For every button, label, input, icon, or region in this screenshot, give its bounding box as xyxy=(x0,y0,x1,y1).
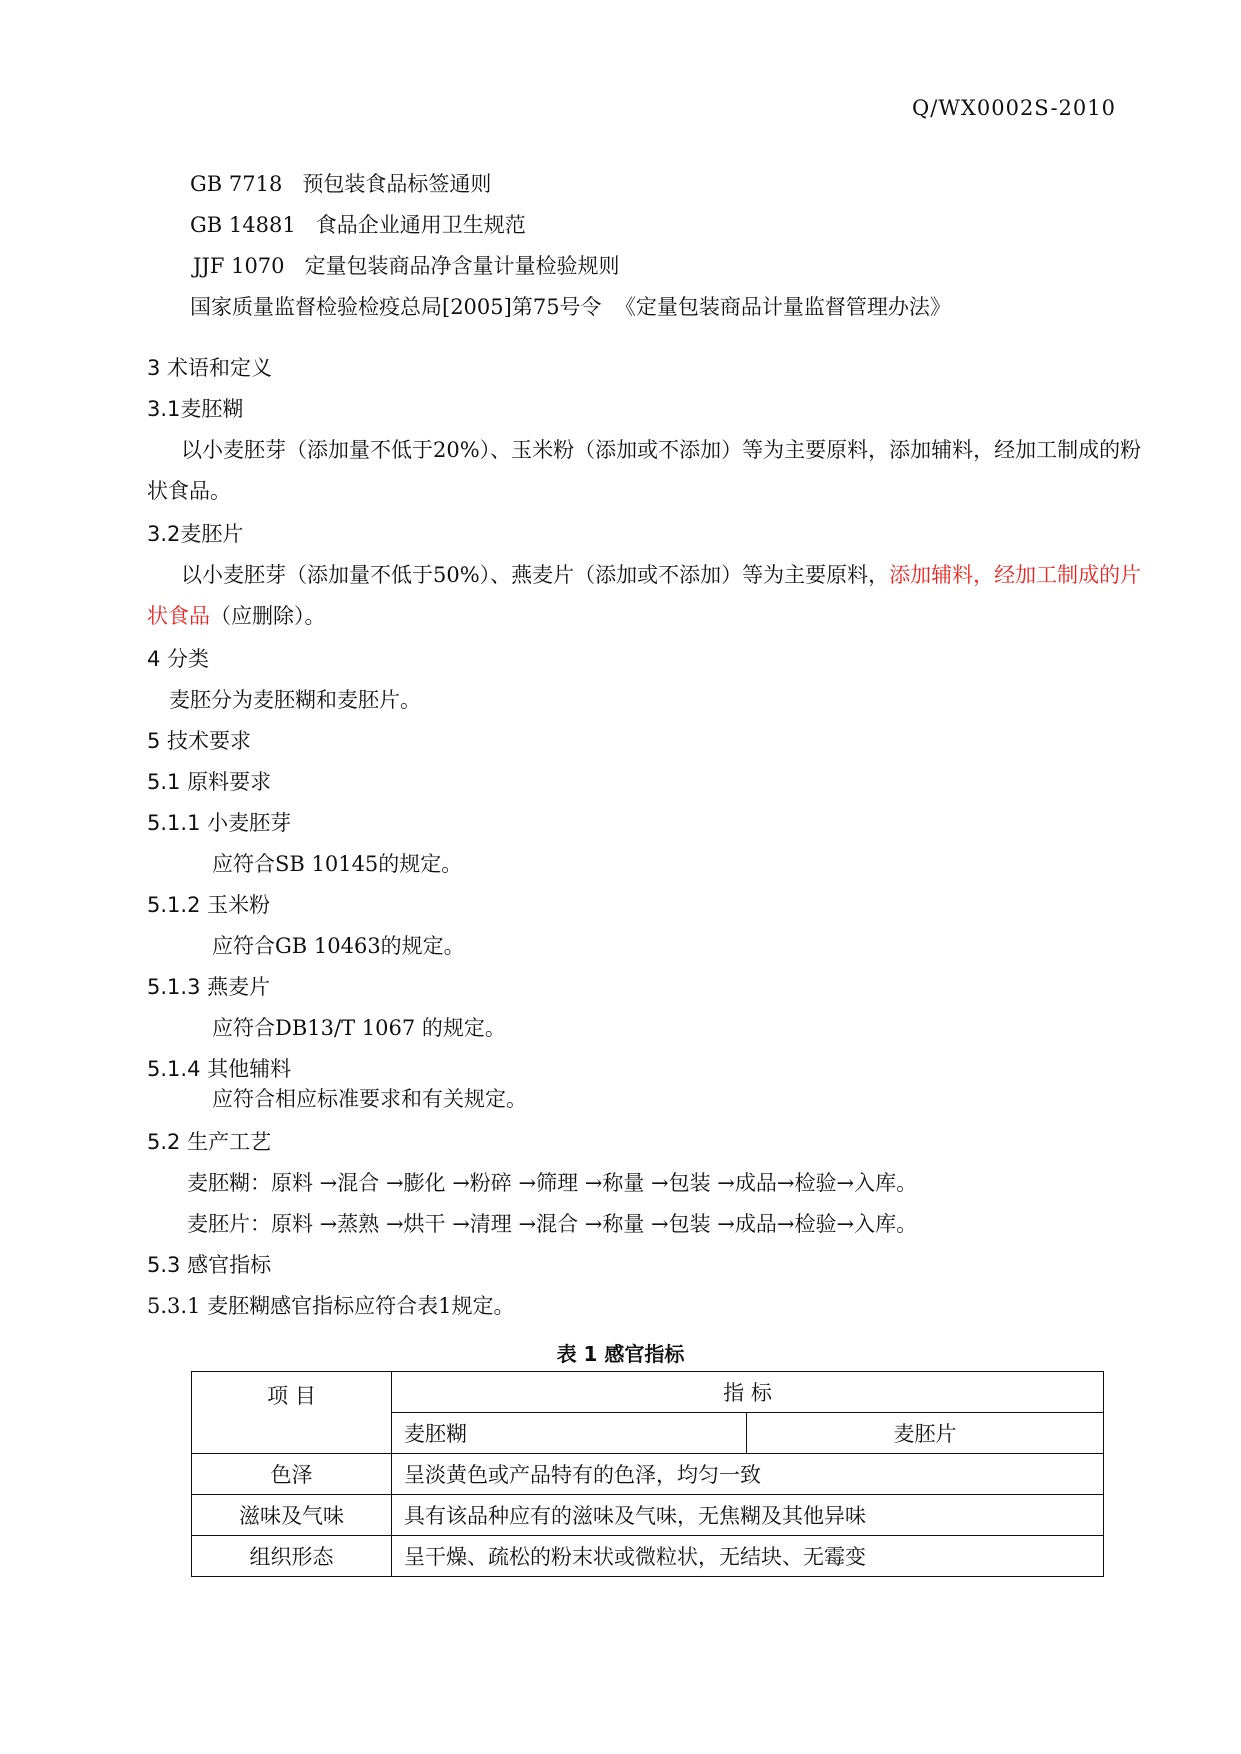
sensory-index-table xyxy=(191,1371,1104,1577)
section-heading-5-1-1: 5.1.1 小麦胚芽 xyxy=(147,811,292,835)
row-value: 呈淡黄色或产品特有的色泽，均匀一致 xyxy=(392,1454,1104,1495)
deletion-note: （应删除）。 xyxy=(210,604,326,628)
section-heading-5: 5 技术要求 xyxy=(147,729,252,753)
highlighted-deletion-text: 添加辅料，经加工制成的片状食品 xyxy=(147,563,1142,628)
process-flow-flakes: 麦胚片：原料 →蒸熟 →烘干 →清理 →混合 →称量 →包装 →成品→检验→入库。 xyxy=(187,1212,918,1236)
reference-code: JJF 1070 xyxy=(193,254,285,278)
reference-item xyxy=(193,252,620,280)
paragraph-4: 麦胚分为麦胚糊和麦胚片。 xyxy=(169,688,421,712)
reference-title: 定量包装商品净含量计量检验规则 xyxy=(304,254,620,278)
row-item: 色泽 xyxy=(192,1454,392,1495)
reference-item xyxy=(190,211,526,239)
table-row xyxy=(192,1454,1104,1495)
row-item: 组织形态 xyxy=(192,1536,392,1577)
section-heading-5-2: 5.2 生产工艺 xyxy=(147,1130,272,1154)
paragraph-5-1-1: 应符合SB 10145的规定。 xyxy=(212,852,463,876)
section-heading-5-1: 5.1 原料要求 xyxy=(147,770,272,794)
table-row xyxy=(192,1495,1104,1536)
paragraph-3-1 xyxy=(147,430,1147,512)
section-heading-4: 4 分类 xyxy=(147,647,210,671)
row-value: 呈干燥、疏松的粉末状或微粒状，无结块、无霉变 xyxy=(392,1536,1104,1577)
paragraph-5-1-4: 应符合相应标准要求和有关规定。 xyxy=(212,1087,527,1111)
sub-column-flakes: 麦胚片 xyxy=(747,1413,1104,1454)
paragraph-5-1-2: 应符合GB 10463的规定。 xyxy=(212,934,465,958)
reference-code: 国家质量监督检验检疫总局[2005]第75号令 xyxy=(190,295,602,319)
reference-code: GB 7718 xyxy=(190,172,283,196)
table-caption: 表 1 感官指标 xyxy=(556,1342,685,1366)
paragraph-3-2-text: 以小麦胚芽（添加量不低于50%）、燕麦片（添加或不添加）等为主要原料， xyxy=(181,563,890,587)
reference-title: 《定量包装商品计量监督管理办法》 xyxy=(614,295,951,319)
reference-title: 食品企业通用卫生规范 xyxy=(315,213,526,237)
section-heading-3: 3 术语和定义 xyxy=(147,356,273,380)
paragraph-5-3-1: 5.3.1 麦胚糊感官指标应符合表1规定。 xyxy=(147,1294,515,1318)
paragraph-5-1-3: 应符合DB13/T 1067 的规定。 xyxy=(212,1016,506,1040)
section-heading-5-1-2: 5.1.2 玉米粉 xyxy=(147,893,271,917)
table-header-row xyxy=(192,1372,1104,1413)
sub-column-paste: 麦胚糊 xyxy=(392,1413,747,1454)
table-row xyxy=(192,1536,1104,1577)
section-heading-3-2: 3.2麦胚片 xyxy=(147,522,244,546)
document-code: Q/WX0002S-2010 xyxy=(912,96,1116,120)
paragraph-3-1-text: 以小麦胚芽（添加量不低于20%）、玉米粉（添加或不添加）等为主要原料，添加辅料，经加工制成的粉状食品。 xyxy=(147,438,1142,503)
section-heading-5-1-4: 5.1.4 其他辅料 xyxy=(147,1057,292,1081)
reference-code: GB 14881 xyxy=(190,213,296,237)
row-value: 具有该品种应有的滋味及气味，无焦糊及其他异味 xyxy=(392,1495,1104,1536)
column-header-item: 项 目 xyxy=(192,1372,392,1454)
section-heading-3-1: 3.1麦胚糊 xyxy=(147,397,244,421)
reference-item xyxy=(190,170,491,198)
process-flow-paste: 麦胚糊：原料 →混合 →膨化 →粉碎 →筛理 →称量 →包装 →成品→检验→入库。 xyxy=(187,1171,918,1195)
reference-title: 预包装食品标签通则 xyxy=(302,172,492,196)
section-heading-5-3: 5.3 感官指标 xyxy=(147,1253,272,1277)
paragraph-3-2 xyxy=(147,555,1147,637)
column-header-index: 指 标 xyxy=(392,1372,1104,1413)
section-heading-5-1-3: 5.1.3 燕麦片 xyxy=(147,975,271,999)
reference-item xyxy=(190,293,951,321)
row-item: 滋味及气味 xyxy=(192,1495,392,1536)
